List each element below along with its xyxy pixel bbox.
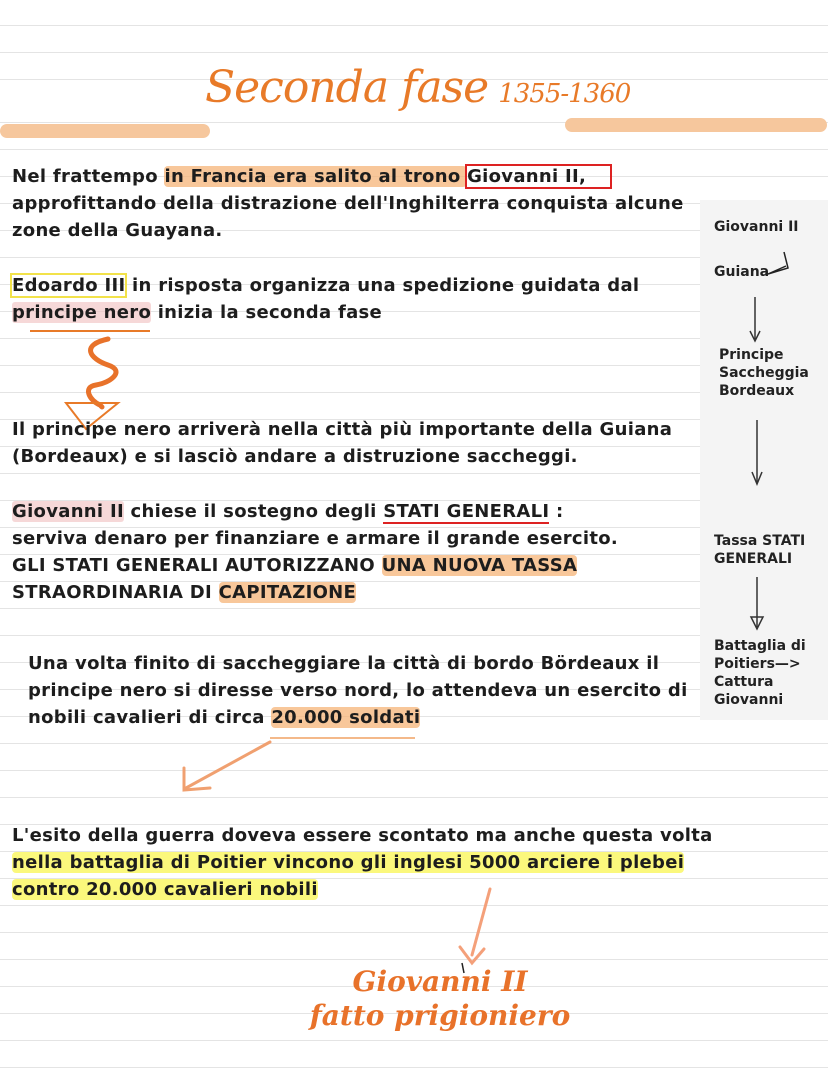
text: Bordeaux (719, 383, 795, 399)
text: STRAORDINARIA DI (12, 582, 219, 603)
text: Giovanni (714, 692, 784, 708)
text: Saccheggia (719, 365, 809, 381)
highlight-text: nella battaglia di Poitier vincono gli inglesi 5000 arciere i plebei (12, 852, 685, 873)
final-statement (300, 965, 580, 1033)
arrow-down-left-icon (170, 732, 420, 797)
boxed-text: Edoardo III (12, 275, 126, 296)
sidebar-note-principe (719, 346, 809, 400)
text: chiese il sostegno degli (123, 501, 384, 522)
final-line-2: fatto prigioniero (309, 999, 571, 1032)
text: L'esito della guerra doveva essere scontato ma anche questa volta (12, 825, 713, 846)
title-bar-left (0, 124, 210, 138)
sidebar-note-giovanni (714, 218, 799, 236)
text: Giovanni II (714, 219, 799, 235)
highlight-text: principe nero (12, 302, 152, 323)
paragraph-3 (12, 416, 672, 470)
text: Battaglia di (714, 638, 806, 654)
paragraph-4 (12, 498, 618, 606)
text: : (549, 501, 564, 522)
text: Principe (719, 347, 784, 363)
check-arrow-icon (758, 250, 798, 280)
text: GENERALI (714, 551, 793, 567)
text: serviva denaro per finanziare e armare il grande esercito. (12, 528, 619, 549)
text: principe nero si diresse verso nord, lo attendeva un esercito di (28, 680, 688, 701)
text: GLI STATI GENERALI AUTORIZZANO (12, 555, 382, 576)
title-bar-right (565, 118, 827, 132)
boxed-text: Giovanni II, (467, 166, 610, 187)
sidebar-note-tassa (714, 532, 805, 568)
arrow-down-icon (450, 885, 500, 975)
paragraph-1 (12, 163, 684, 244)
text: in risposta organizza una spedizione guidata dal (125, 275, 640, 296)
highlight-text: 20.000 soldati (271, 707, 421, 728)
text: inizia la seconda fase (151, 302, 383, 323)
text: zone della Guayana. (12, 220, 223, 241)
text: Una volta finito di saccheggiare la città di bordo Bördeaux il (28, 653, 660, 674)
arrow-down-icon (747, 575, 767, 635)
sidebar-note-battaglia (714, 637, 806, 709)
page-title (205, 62, 630, 113)
text: Il principe nero arriverà nella città più importante della Guiana (12, 419, 673, 440)
text: (Bordeaux) e si lasciò andare a distruzione saccheggi. (12, 446, 578, 467)
title-years: 1355-1360 (498, 79, 631, 109)
arrow-down-icon (745, 295, 765, 345)
title-text: Seconda fase (205, 62, 489, 113)
text: nobili cavalieri di circa (28, 707, 272, 728)
text: Guiana (714, 264, 770, 280)
highlight-text: contro 20.000 cavalieri nobili (12, 879, 318, 900)
highlight-text: in Francia era salito al trono (164, 166, 468, 187)
text: Poitiers—> (714, 656, 801, 672)
highlight-text: CAPITAZIONE (218, 582, 357, 603)
paragraph-2 (12, 272, 639, 326)
text: Tassa STATI (714, 533, 806, 549)
text: Nel frattempo (12, 166, 165, 187)
underlined-text: STATI GENERALI (383, 501, 550, 522)
final-line-1: Giovanni II (352, 965, 528, 998)
paragraph-6 (12, 822, 713, 903)
arrow-down-icon (747, 418, 767, 490)
text: Cattura (714, 674, 774, 690)
text: approfittando della distrazione dell'Inghilterra conquista alcune (12, 193, 684, 214)
paragraph-5 (28, 650, 688, 731)
highlight-text: UNA NUOVA TASSA (381, 555, 578, 576)
highlight-text: Giovanni II (12, 501, 124, 522)
